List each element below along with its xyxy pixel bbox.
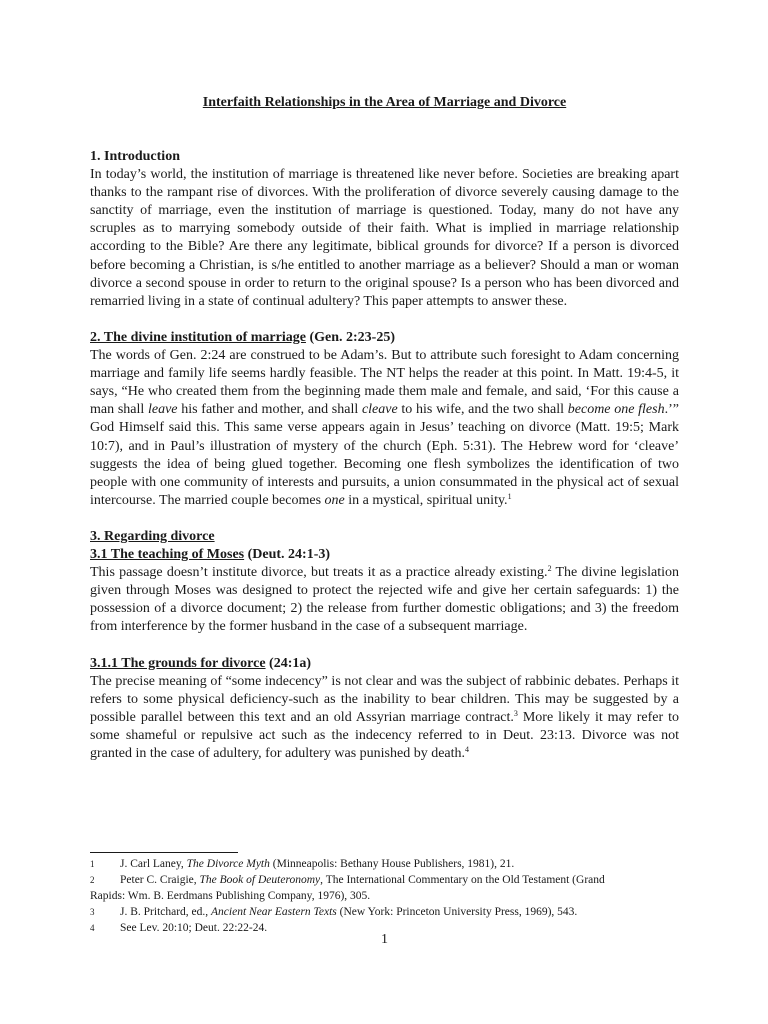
heading-text: 3.1.1 The grounds for divorce <box>90 655 266 671</box>
text-run: This passage doesn’t institute divorce, but treats it as a practice already existing. <box>90 565 548 581</box>
text-run: More likely it may refer to some shameful or repulsive act such as the indecency referred to in Deut. 23:13. Divorce was not granted in the case of adultery, for adultery was punished by death. <box>90 709 679 762</box>
divine-institution-paragraph <box>90 347 679 510</box>
grounds-for-divorce-paragraph <box>90 673 679 763</box>
section-heading-regarding-divorce <box>90 528 679 546</box>
italic-title: The Book of Deuteronomy <box>199 874 321 886</box>
text-run: his father and mother, and shall <box>177 402 362 418</box>
italic-word: leave <box>147 402 178 418</box>
italic-title: The Divorce Myth <box>186 858 270 870</box>
footnote-2 <box>90 872 679 904</box>
text-run: in a mystical, spiritual unity. <box>344 492 508 508</box>
italic-title: Ancient Near Eastern Texts <box>211 906 337 918</box>
italic-word: become one flesh <box>567 402 665 418</box>
section-heading-divine-institution <box>90 329 679 347</box>
document-page <box>90 0 679 1024</box>
footnote-number: 1 <box>90 859 95 869</box>
heading-reference: (Gen. 2:23-25) <box>305 329 396 345</box>
document-body <box>90 148 679 763</box>
heading-text: 3.1 The teaching of Moses <box>90 547 245 563</box>
footnote-1 <box>90 856 679 872</box>
italic-word: one <box>324 492 345 508</box>
section-heading-introduction: 1. Introduction <box>90 149 180 164</box>
text-run: (Minneapolis: Bethany House Publishers, 1981), 21. <box>269 858 515 870</box>
footnote-separator <box>90 852 238 853</box>
text-run: See Lev. 20:10; Deut. 22:22-24. <box>120 922 268 934</box>
text-run: .’” God Himself said this. This same verse appears again in Jesus’ teaching on divorce (Matt. 19:5; Mark 10:7), and in Paul’s illustration of mystery of the church (Eph. 5:31). The Hebrew word for ‘cleave’ suggests the idea of being glued together. Becoming one flesh symbolizes the identification of two people with one community of interests and pursuits, a union consummated in the physical act of sexual intercourse. The married couple becomes <box>90 402 679 508</box>
introduction-paragraph: In today’s world, the institution of marriage is threatened like never before. Societies are breaking apart thanks to the rampant rise of divorces. With the proliferation of divorce severely causing damage to the sanctity of marriage, even the institution of marriage is questioned. Today, many do not have any scruples as to marrying somebody outside of their faith. What is implied in marriage relationship according to the Bible? Are there any legitimate, biblical grounds for divorce? If a person is divorced before becoming a Christian, is s/he entitled to another marriage as a believer? Should a man or woman divorce a second spouse in order to return to the original spouse? Is a person who has been divorced and remarried living in a state of continual adultery? This paper attempts to answer these. <box>90 167 679 309</box>
page-number: 1 <box>381 932 388 947</box>
teaching-of-moses-paragraph <box>90 564 679 636</box>
footnotes <box>90 856 679 936</box>
footnote-number: 2 <box>90 875 95 885</box>
text-run: Rapids: Wm. B. Eerdmans Publishing Company, 1976), 305. <box>90 890 371 902</box>
italic-word: cleave <box>361 402 398 418</box>
heading-reference: (24:1a) <box>265 655 312 671</box>
text-run: , The International Commentary on the Old Testament (Grand <box>320 874 605 886</box>
heading-text: 3. Regarding divorce <box>90 528 215 544</box>
footnote-number: 3 <box>90 907 95 917</box>
text-run: J. B. Pritchard, ed., <box>120 906 212 918</box>
text-run: (New York: Princeton University Press, 1969), 543. <box>336 906 578 918</box>
text-run: J. Carl Laney, <box>120 858 187 870</box>
text-run: The words of Gen. 2:24 are construed to be Adam’s. But to attribute such foresight to Adam concerning marriage and family life seems hardly feasible. The NT helps the reader at this point. In Matt. 19:4-5, it says, “He who created them from the beginning made them male and female, and said, ‘For this cause a man shall <box>90 348 679 418</box>
footnote-number: 4 <box>90 923 95 933</box>
footnote-3 <box>90 904 679 920</box>
heading-reference: (Deut. 24:1-3) <box>244 547 331 563</box>
text-run: to his wife, and the two shall <box>397 402 568 418</box>
text-run: Peter C. Craigie, <box>120 874 200 886</box>
subsection-heading-grounds-for-divorce <box>90 655 679 673</box>
heading-text: 2. The divine institution of marriage <box>90 329 306 345</box>
text-run: The precise meaning of “some indecency” is not clear and was the subject of rabbinic debates. Perhaps it refers to some physical deficiency-such as the inability to bear children. This may be suggested by a possible parallel between this text and an old Assyrian marriage contract. <box>90 673 679 725</box>
text-run: The divine legislation given through Moses was designed to protect the rejected wife and give her certain safeguards: 1) the possession of a divorce document; 2) the release from further domestic obligations; and 3) the freedom from interference by the former husband in the case of a subsequent marriage. <box>90 565 679 635</box>
document-title: Interfaith Relationships in the Area of Marriage and Divorce <box>202 95 567 110</box>
footnote-ref-2[interactable]: 2 <box>547 564 552 574</box>
subsection-heading-teaching-of-moses <box>90 546 679 564</box>
footnote-ref-1[interactable]: 1 <box>507 491 512 501</box>
footnote-ref-4[interactable]: 4 <box>465 745 470 755</box>
footnote-ref-3[interactable]: 3 <box>513 708 518 718</box>
